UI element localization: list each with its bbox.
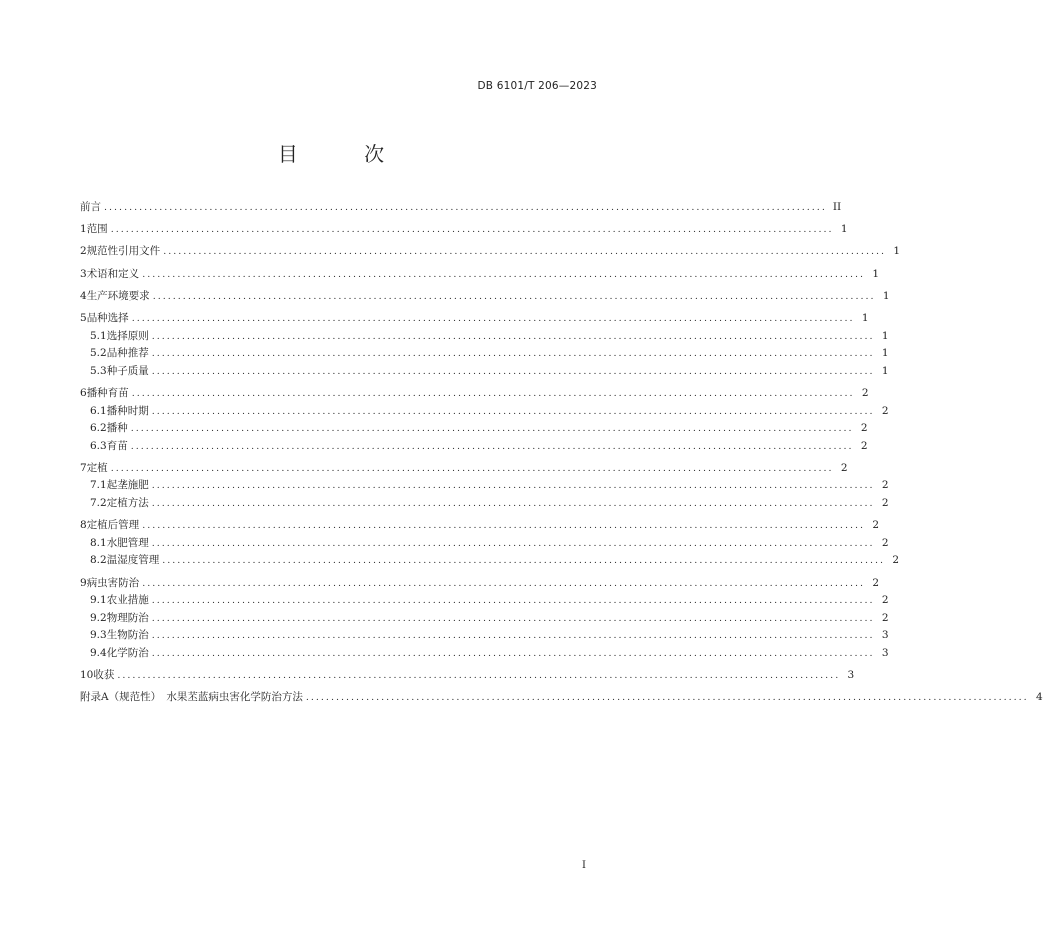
dot-leader: ................................................................................................................................................ [131, 387, 855, 399]
dot-leader: ................................................................................................................................................ [151, 365, 875, 377]
page-title: 目 次 [277, 142, 415, 166]
toc-entry-number: 5 [80, 311, 87, 324]
toc-entry-title: 物理防治 [106, 611, 149, 624]
toc-entry[interactable] [80, 610, 889, 628]
dot-leader: ................................................................................................................................................ [151, 648, 875, 659]
toc-entry-page: 2 [881, 479, 889, 492]
toc-entry-title: 品种选择 [86, 311, 129, 324]
toc-entry-page: 3 [847, 669, 855, 682]
toc-entry-title: 农业措施 [106, 594, 149, 607]
toc-entry-number: 9.2 [90, 611, 107, 624]
toc-entry-page: 2 [881, 611, 889, 624]
toc-entry-title: 播种育苗 [86, 386, 129, 399]
toc-entry[interactable] [80, 517, 880, 535]
toc-entry-number: 5.2 [90, 347, 107, 360]
toc-entry-number: 9.1 [90, 594, 107, 607]
toc-entry-number: 3 [80, 267, 87, 280]
toc-entry[interactable] [80, 385, 869, 403]
toc-entry-title: 种子质量 [106, 364, 149, 377]
dot-leader: ................................................................................................................................................ [151, 405, 875, 417]
toc-entry-page: 2 [881, 536, 889, 549]
toc-entry-title: 术语和定义 [86, 267, 140, 280]
toc-entry-title: 定植方法 [106, 497, 149, 510]
toc-entry-number: 6.1 [90, 404, 107, 417]
toc-entry-number: 8.1 [90, 536, 107, 549]
dot-leader: ................................................................................................................................................ [151, 498, 875, 510]
toc-entry-number: 8.2 [90, 554, 107, 567]
toc-entry-page: 3 [881, 647, 889, 659]
toc-entry-number: 7.2 [90, 497, 107, 510]
toc-entry[interactable] [80, 328, 889, 346]
toc-entry[interactable] [80, 477, 889, 495]
document-id: DB 6101/T 206—2023 [477, 80, 597, 92]
toc-entry[interactable] [80, 266, 880, 284]
toc-entry[interactable] [80, 310, 869, 328]
toc-entry-number: 7.1 [90, 479, 107, 492]
dot-leader: ................................................................................................................................................ [117, 670, 841, 682]
toc-entry-title: 温湿度管理 [106, 554, 160, 567]
dot-leader: ................................................................................................................................................ [110, 224, 834, 236]
toc-entry-number: 6 [80, 386, 87, 399]
toc-entry-page: 1 [840, 223, 848, 236]
dot-leader: ................................................................................................................................................ [151, 612, 875, 624]
toc-entry-title: 播种 [106, 422, 128, 435]
dot-leader: ................................................................................................................................................ [110, 462, 834, 474]
dot-leader: ................................................................................................................................................ [130, 440, 854, 452]
toc-entry[interactable] [80, 288, 890, 306]
toc-entry-title: 生物防治 [106, 629, 149, 642]
table-of-contents [80, 199, 1043, 707]
toc-entry-title: 品种推荐 [106, 347, 149, 360]
toc-entry-page: 1 [882, 289, 890, 302]
toc-entry-page: 2 [881, 594, 889, 607]
dot-leader: ................................................................................................................................................ [152, 290, 876, 302]
toc-entry-number: 9.4 [90, 647, 107, 659]
dot-leader: ................................................................................................................................................ [130, 423, 854, 435]
toc-entry[interactable] [80, 460, 848, 478]
dot-leader: ................................................................................................................................................ [142, 577, 866, 589]
page-number: I [582, 860, 586, 871]
toc-entry-title: 播种时期 [106, 404, 149, 417]
toc-entry-title: 育苗 [106, 439, 128, 452]
toc-entry[interactable] [80, 403, 889, 421]
toc-entry[interactable] [80, 363, 889, 381]
toc-entry-page: II [832, 201, 842, 213]
dot-leader: ................................................................................................................................................ [142, 268, 866, 280]
toc-entry-number: 1 [80, 223, 87, 236]
toc-entry[interactable] [80, 221, 848, 239]
toc-entry-page: 2 [840, 461, 848, 474]
toc-entry-title: 病虫害防治 [86, 576, 140, 589]
toc-entry-page: 2 [881, 497, 889, 510]
toc-entry-title: 前言 [80, 201, 101, 213]
dot-leader: ................................................................................................................................................ [162, 555, 886, 567]
toc-entry[interactable] [80, 243, 901, 261]
toc-entry-number: 6.2 [90, 422, 107, 435]
toc-entry-number: 5.3 [90, 364, 107, 377]
toc-entry-title: 附录A（规范性） 水果苤蓝病虫害化学防治方法 [80, 691, 303, 704]
toc-entry-page: 2 [861, 386, 869, 399]
toc-entry-page: 2 [860, 439, 868, 452]
toc-entry[interactable] [80, 420, 868, 438]
dot-leader: ................................................................................................................................................ [142, 520, 866, 532]
toc-entry-page: 1 [893, 245, 901, 258]
toc-entry[interactable] [80, 345, 889, 363]
toc-entry-number: 7 [80, 461, 87, 474]
toc-entry-number: 10 [80, 669, 94, 682]
toc-entry[interactable] [80, 667, 855, 685]
dot-leader: ................................................................................................................................................ [163, 246, 887, 258]
toc-entry-page: 2 [872, 576, 880, 589]
toc-entry-page: 3 [881, 629, 889, 642]
dot-leader: ................................................................................................................................................ [305, 692, 1029, 704]
dot-leader: ................................................................................................................................................ [104, 202, 827, 213]
toc-entry-number: 4 [80, 289, 87, 302]
dot-leader: ................................................................................................................................................ [151, 480, 875, 492]
toc-entry[interactable] [80, 535, 889, 553]
toc-entry-title: 规范性引用文件 [86, 245, 161, 258]
toc-entry-page: 1 [861, 311, 869, 324]
toc-entry[interactable] [80, 575, 880, 593]
toc-entry-page: 1 [872, 267, 880, 280]
dot-leader: ................................................................................................................................................ [151, 348, 875, 360]
toc-entry[interactable] [80, 552, 900, 570]
toc-entry-number: 6.3 [90, 439, 107, 452]
toc-entry-page: 2 [881, 404, 889, 417]
toc-entry-page: 1 [881, 364, 889, 377]
toc-entry-page: 2 [860, 422, 868, 435]
toc-entry-page: 1 [881, 347, 889, 360]
toc-entry[interactable] [80, 592, 889, 610]
toc-entry-title: 生产环境要求 [86, 289, 150, 302]
toc-entry-page: 2 [892, 554, 900, 567]
toc-entry[interactable] [80, 199, 842, 217]
dot-leader: ................................................................................................................................................ [151, 330, 875, 342]
dot-leader: ................................................................................................................................................ [131, 312, 855, 324]
toc-entry[interactable] [80, 645, 889, 663]
dot-leader: ................................................................................................................................................ [151, 537, 875, 549]
toc-entry-page: 2 [872, 519, 880, 532]
toc-entry-title: 定植后管理 [86, 519, 140, 532]
toc-entry-page: 4 [1036, 691, 1043, 704]
toc-entry[interactable] [80, 689, 1043, 707]
toc-entry-number: 5.1 [90, 329, 107, 342]
dot-leader: ................................................................................................................................................ [151, 595, 875, 607]
toc-entry-page: 1 [881, 329, 889, 342]
toc-entry[interactable] [80, 438, 868, 456]
toc-entry-title: 定植 [86, 461, 108, 474]
toc-entry-title: 水肥管理 [106, 536, 149, 549]
toc-entry-title: 化学防治 [106, 647, 149, 659]
toc-entry-title: 起垄施肥 [106, 479, 149, 492]
toc-entry[interactable] [80, 495, 889, 513]
toc-entry-number: 2 [80, 245, 87, 258]
toc-entry-number: 9.3 [90, 629, 107, 642]
toc-entry-title: 收获 [93, 669, 115, 682]
toc-entry-number: 9 [80, 576, 87, 589]
toc-entry-title: 选择原则 [106, 329, 149, 342]
toc-entry-number: 8 [80, 519, 87, 532]
toc-entry[interactable] [80, 627, 889, 645]
toc-entry-title: 范围 [86, 223, 108, 236]
dot-leader: ................................................................................................................................................ [151, 630, 875, 642]
